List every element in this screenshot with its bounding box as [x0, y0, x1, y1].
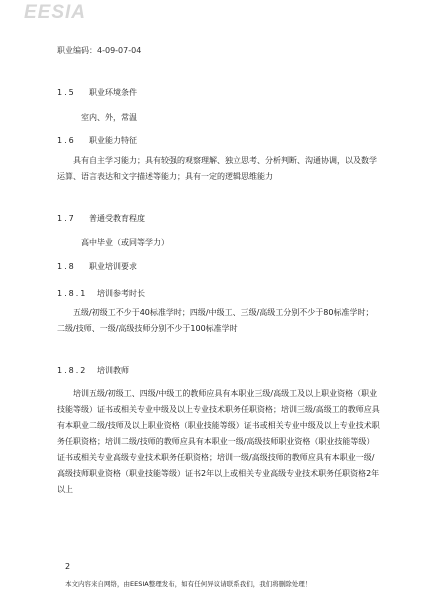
heading-1-5: [57, 87, 137, 98]
section-number: 1.5: [57, 88, 76, 97]
section-title: 普通受教育程度: [89, 214, 145, 223]
section-title: 职业能力特征: [89, 136, 137, 145]
section-number: 1.8.2: [57, 366, 88, 375]
section-body-1-7: 高中毕业（或同等学力）: [81, 238, 169, 247]
section-body-1-8-1: 五级/初级工不少于40标准学时；四级/中级工、三级/高级工分别不少于80标准学时；二级/技师、一级/高级技师分别不少于100标准学时: [57, 308, 374, 333]
section-title: 职业环境条件: [89, 88, 137, 97]
heading-1-6: [57, 135, 137, 146]
heading-1-8: [57, 261, 137, 272]
section-number: 1.8: [57, 262, 76, 271]
heading-1-7: [57, 213, 145, 224]
section-number: 1.7: [57, 214, 76, 223]
section-body-1-8-2: 培训五级/初级工、四级/中级工的教师应具有本职业三级/高级工及以上职业资格（职业技能等级）证书或相关专业中级及以上专业技术职务任职资格；培训三级/高级工的教师应具有本职业二级/技师及以上职业资格（职业技能等级）证书或相关专业中级及以上专业技术职务任职资格；培训二级/技师的教师应具有本职业一级/高级技师职业资格（职业技能等级）证书或相关专业高级专业技术职务任职资格；培训一级/高级技师的教师应具有本职业一级/高级技师职业资格（职业技能等级）证书2年以上或相关专业高级专业技术职务任职资格2年以上: [57, 389, 380, 494]
section-body-1-6: 具有自主学习能力；具有较强的观察理解、独立思考、分析判断、沟通协调，以及数学运算、语言表达和文字描述等能力；具有一定的逻辑思维能力: [57, 156, 377, 181]
eesia-logo: EESIA: [24, 2, 87, 23]
occupation-code: 职业编码：4-09-07-04: [57, 46, 142, 55]
section-title: 职业培训要求: [89, 262, 137, 271]
section-body-1-5: 室内、外，常温: [81, 113, 137, 122]
heading-1-8-1: [57, 288, 145, 299]
copyright-notice: 本文内容来自网络，由EESIA整理发布，如有任何异议请联系我们，我们将删除处理！: [65, 580, 312, 588]
section-number: 1.6: [57, 136, 76, 145]
section-number: 1.8.1: [57, 289, 88, 298]
section-title: 培训参考时长: [97, 289, 145, 298]
heading-1-8-2: [57, 365, 129, 376]
section-title: 培训教师: [97, 366, 129, 375]
page-number: 2: [65, 562, 71, 571]
